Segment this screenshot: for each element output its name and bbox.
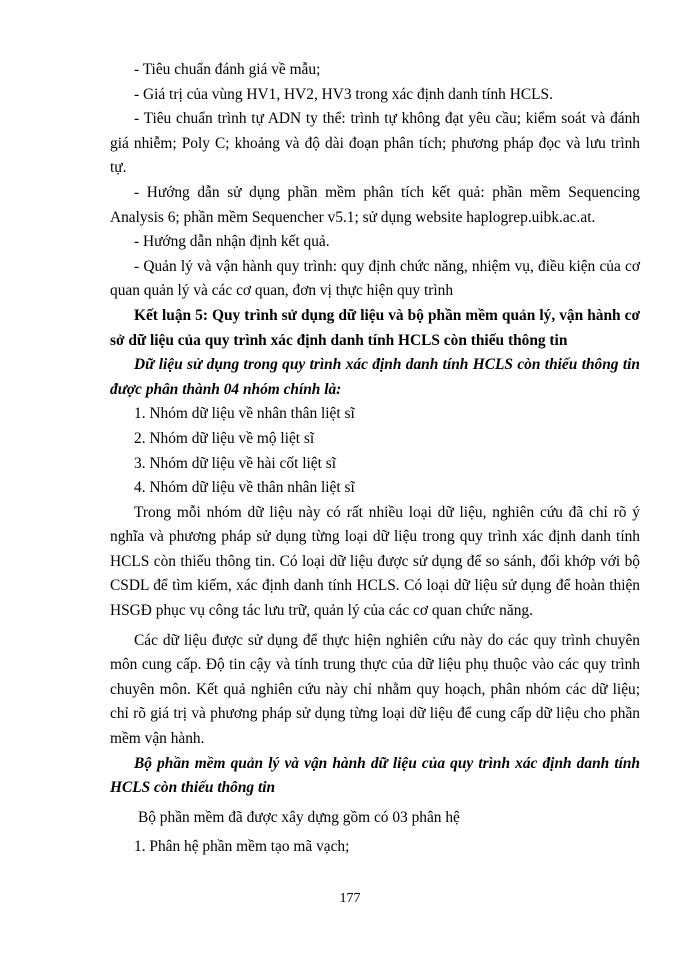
conclusion-5-heading: Kết luận 5: Quy trình sử dụng dữ liệu và bộ phần mềm quản lý, vận hành cơ sở dữ liệu của quy trình xác định danh tính HCLS còn thiếu thông tin	[110, 306, 640, 349]
bullet-hv-values: - Giá trị của vùng HV1, HV2, HV3 trong xác định danh tính HCLS.	[134, 85, 553, 103]
body-paragraph: Các dữ liệu được sử dụng để thực hiện nghiên cứu này do các quy trình chuyên môn cung cấp. Độ tin cậy và tính trung thực của dữ liệu phụ thuộc vào các quy trình chuyên môn. Kết quả nghiên cứu này chỉ nhằm quy hoạch, phân nhóm các dữ liệu; chỉ rõ giá trị và phương pháp sử dụng từng loại dữ liệu để cung cấp dữ liệu cho phần mềm vận hành.	[110, 631, 640, 748]
bullet-process-management: - Quản lý và vận hành quy trình: quy định chức năng, nhiệm vụ, điều kiện của cơ quan quản lý và các cơ quan, đơn vị thực hiện quy trình	[110, 257, 640, 300]
list-item: 4. Nhóm dữ liệu về thân nhân liệt sĩ	[134, 479, 355, 497]
bullet-sample-criteria: - Tiêu chuẩn đánh giá về mẫu;	[134, 61, 321, 78]
bullet-result-guide: - Hướng dẫn nhận định kết quả.	[134, 233, 330, 251]
list-item: 1. Phân hệ phần mềm tạo mã vạch;	[134, 838, 350, 856]
body-paragraph: Trong mỗi nhóm dữ liệu này có rất nhiều loại dữ liệu, nghiên cứu đã chỉ rõ ý nghĩa và phương pháp sử dụng từng loại dữ liệu trong quy trình xác định danh tính HCLS còn thiếu thông tin. Có loại dữ liệu được sử dụng để so sánh, đối khớp với bộ CSDL để tìm kiếm, xác định danh tính HCLS. Có loại dữ liệu sử dụng để hoàn thiện HSGĐ phục vụ công tác lưu trữ, quản lý của các cơ quan chức năng.	[110, 503, 640, 620]
software-suite-heading: Bộ phần mềm quản lý và vận hành dữ liệu của quy trình xác định danh tính HCLS còn thiếu thông tin	[110, 754, 640, 797]
list-item: 2. Nhóm dữ liệu về mộ liệt sĩ	[134, 429, 315, 447]
list-item: 3. Nhóm dữ liệu về hài cốt liệt sĩ	[134, 454, 336, 472]
bullet-mtdna-criteria: - Tiêu chuẩn trình tự ADN ty thể: trình tự không đạt yêu cầu; kiểm soát và đánh giá nhiễm; Poly C; khoảng và độ dài đoạn phân tích; phương pháp đọc và lưu trình tự.	[110, 110, 640, 177]
bullet-software-guide: - Hướng dẫn sử dụng phần mềm phân tích kết quả: phần mềm Sequencing Analysis 6; phần mềm Sequencher v5.1; sử dụng website haplogrep.uibk.ac.at.	[110, 183, 640, 226]
page-number: 177	[339, 891, 361, 906]
list-item: 1. Nhóm dữ liệu về nhân thân liệt sĩ	[134, 405, 355, 423]
body-paragraph: Bộ phần mềm đã được xây dựng gồm có 03 phân hệ	[138, 808, 460, 826]
data-groups-heading: Dữ liệu sử dụng trong quy trình xác định danh tính HCLS còn thiếu thông tin được phân thành 04 nhóm chính là:	[110, 356, 640, 398]
document-page	[110, 58, 640, 860]
